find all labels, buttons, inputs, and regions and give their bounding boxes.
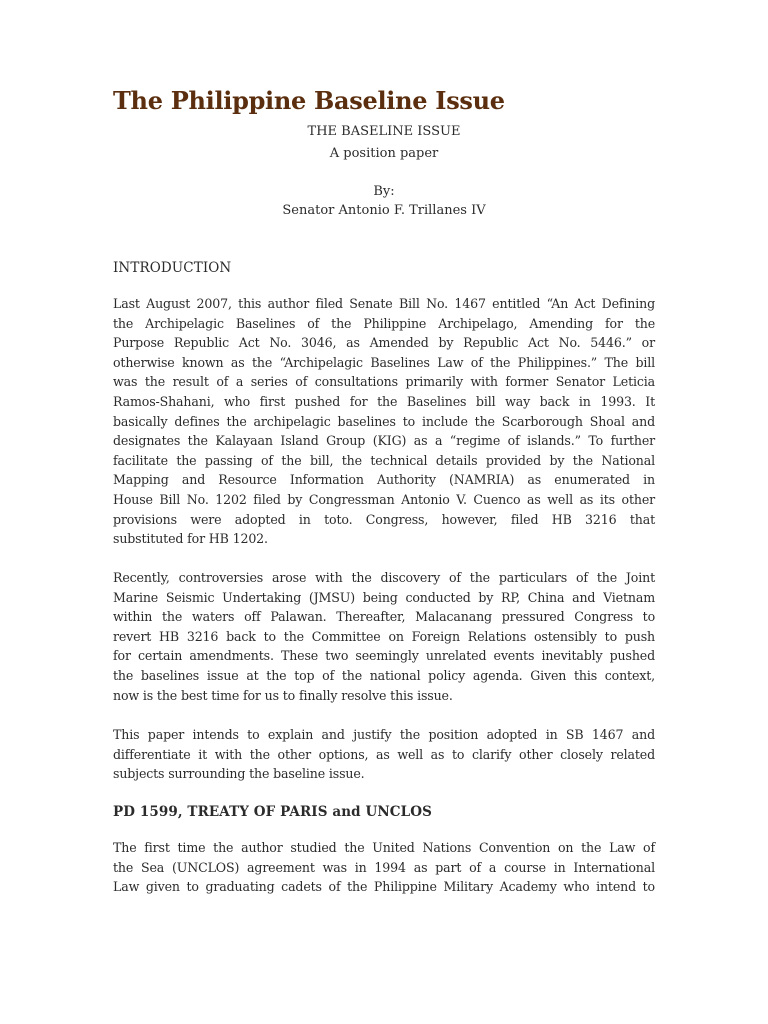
paragraph-line: Law given to graduating cadets of the Philippine Military Academy who intend to xyxy=(113,879,655,895)
paragraph-line: subjects surrounding the baseline issue. xyxy=(113,766,365,782)
paragraph-line: otherwise known as the “Archipelagic Baselines Law of the Philippines.” The bill xyxy=(113,354,655,370)
paragraph-line: substituted for HB 1202. xyxy=(113,531,268,547)
paragraph-line: Last August 2007, this author filed Senate Bill No. 1467 entitled “An Act Defining xyxy=(113,296,655,311)
document-title: The Philippine Baseline Issue xyxy=(113,86,505,115)
paragraph-line: the Archipelagic Baselines of the Philippine Archipelago, Amending for the xyxy=(113,315,655,331)
paragraph-pd1599-1 xyxy=(113,838,655,897)
document-subtitle: THE BASELINE ISSUE xyxy=(307,124,461,139)
section-heading-pd1599: PD 1599, TREATY OF PARIS and UNCLOS xyxy=(113,804,432,820)
paragraph-line: Marine Seismic Undertaking (JMSU) being conducted by RP, China and Vietnam xyxy=(113,589,655,605)
byline-label: By: xyxy=(373,184,395,199)
paragraph-line: Recently, controversies arose with the discovery of the particulars of the Joint xyxy=(113,570,655,585)
paragraph-line: Ramos-Shahani, who first pushed for the Baselines bill way back in 1993. It xyxy=(113,393,655,409)
paragraph-line: This paper intends to explain and justify the position adopted in SB 1467 and xyxy=(113,727,655,742)
paragraph-line: designates the Kalayaan Island Group (KIG) as a “regime of islands.” To further xyxy=(113,433,655,449)
paragraph-line: facilitate the passing of the bill, the technical details provided by the National xyxy=(113,452,655,468)
paragraph-line: the baselines issue at the top of the national policy agenda. Given this context, xyxy=(113,667,655,683)
paragraph-line: differentiate it with the other options, as well as to clarify other closely related xyxy=(113,746,655,762)
author-name: Senator Antonio F. Trillanes IV xyxy=(282,203,486,218)
paragraph-line: within the waters off Palawan. Thereafter, Malacanang pressured Congress to xyxy=(113,609,655,625)
paragraph-intro-1 xyxy=(113,294,655,549)
paragraph-line: for certain amendments. These two seemingly unrelated events inevitably pushed xyxy=(113,648,655,664)
paragraph-intro-2 xyxy=(113,568,655,705)
paragraph-intro-3 xyxy=(113,725,655,784)
paragraph-line: Purpose Republic Act No. 3046, as Amended by Republic Act No. 5446.” or xyxy=(113,335,655,351)
paragraph-line: now is the best time for us to finally resolve this issue. xyxy=(113,687,453,703)
document-subtitle-description: A position paper xyxy=(329,146,439,161)
paragraph-line: basically defines the archipelagic baselines to include the Scarborough Shoal and xyxy=(113,413,655,429)
paragraph-line: House Bill No. 1202 filed by Congressman Antonio V. Cuenco as well as its other xyxy=(113,491,655,507)
paragraph-line: The first time the author studied the United Nations Convention on the Law of xyxy=(113,840,655,855)
paragraph-line: was the result of a series of consultations primarily with former Senator Leticia xyxy=(113,374,655,390)
paragraph-line: provisions were adopted in toto. Congress, however, filed HB 3216 that xyxy=(113,511,655,527)
section-heading-introduction: INTRODUCTION xyxy=(113,260,232,276)
paragraph-line: the Sea (UNCLOS) agreement was in 1994 as part of a course in International xyxy=(113,859,655,875)
paragraph-line: Mapping and Resource Information Authority (NAMRIA) as enumerated in xyxy=(113,472,655,488)
paragraph-line: revert HB 3216 back to the Committee on Foreign Relations ostensibly to push xyxy=(113,628,655,644)
